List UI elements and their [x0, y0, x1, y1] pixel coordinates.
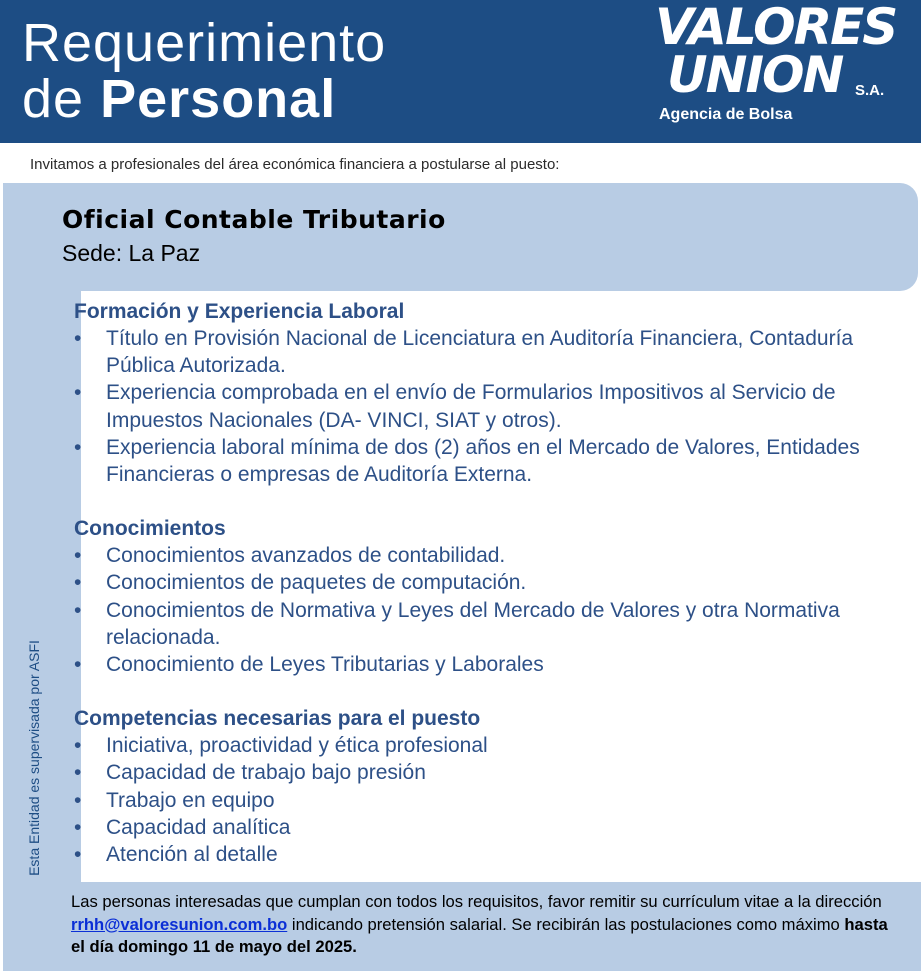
requirements-list	[74, 542, 904, 678]
company-logo	[655, 2, 905, 130]
requirements-content	[74, 298, 904, 895]
logo-suffix: S.A.	[855, 82, 885, 99]
page-title-strong: Personal	[100, 69, 337, 129]
logo-text-union: UNION	[667, 46, 843, 104]
list-item: • Capacidad de trabajo bajo presión	[74, 759, 904, 786]
footer-text-part2: indicando pretensión salarial. Se recibirán las postulaciones como máximo	[287, 914, 845, 934]
application-instructions	[71, 891, 901, 959]
list-item: • Conocimientos avanzados de contabilidad.	[74, 542, 904, 569]
requirements-list	[74, 732, 904, 868]
section-competencias	[74, 705, 904, 868]
header-banner	[0, 0, 921, 143]
section-heading: Conocimientos	[74, 517, 226, 541]
list-item: • Capacidad analítica	[74, 814, 904, 841]
email-link[interactable]: rrhh@valoresunion.com.bo	[71, 914, 288, 934]
footer-text-part1: Las personas interesadas que cumplan con todos los requisitos, favor remitir su currículum vitae a la dirección	[71, 892, 882, 911]
logo-text-valores: VALORES	[655, 0, 897, 56]
list-item: • Iniciativa, proactividad y ética profesional	[74, 732, 904, 759]
page-title-prefix: de	[22, 69, 85, 129]
section-heading: Competencias necesarias para el puesto	[74, 707, 481, 731]
deadline-text: hasta el día domingo 11 de mayo del 2025.	[71, 914, 888, 956]
section-heading: Formación y Experiencia Laboral	[74, 300, 405, 323]
list-item: • Conocimientos de Normativa y Leyes del Mercado de Valores y otra Normativa relacionada.	[74, 597, 904, 651]
requirements-list	[74, 325, 904, 488]
sidebar-strip	[3, 183, 81, 971]
list-item: • Experiencia laboral mínima de dos (2) años en el Mercado de Valores, Entidades Financieras o empresas de Auditoría Externa.	[74, 434, 904, 488]
list-item: • Trabajo en equipo	[74, 787, 904, 814]
list-item: • Experiencia comprobada en el envío de Formularios Impositivos al Servicio de Impuestos Nacionales (DA- VINCI, SIAT y otros).	[74, 379, 904, 433]
list-item: • Conocimiento de Leyes Tributarias y Laborales	[74, 651, 904, 678]
regulator-notice: Esta Entidad es supervisada por ASFI	[26, 640, 42, 876]
list-item: • Atención al detalle	[74, 841, 904, 868]
section-formacion	[74, 298, 904, 488]
list-item: • Título en Provisión Nacional de Licenciatura en Auditoría Financiera, Contaduría Pública Autorizada.	[74, 325, 904, 379]
invitation-text: Invitamos a profesionales del área económica financiera a postularse al puesto:	[30, 156, 560, 173]
job-banner	[3, 183, 918, 291]
section-conocimientos	[74, 515, 904, 678]
page-title-line2	[22, 68, 336, 130]
page-title-line1: Requerimiento	[22, 13, 387, 73]
job-location: Sede: La Paz	[62, 240, 201, 266]
list-item: • Conocimientos de paquetes de computación.	[74, 569, 904, 596]
application-footer	[3, 882, 921, 971]
job-title: Oficial Contable Tributario	[62, 205, 446, 234]
logo-tagline: Agencia de Bolsa	[659, 106, 793, 123]
